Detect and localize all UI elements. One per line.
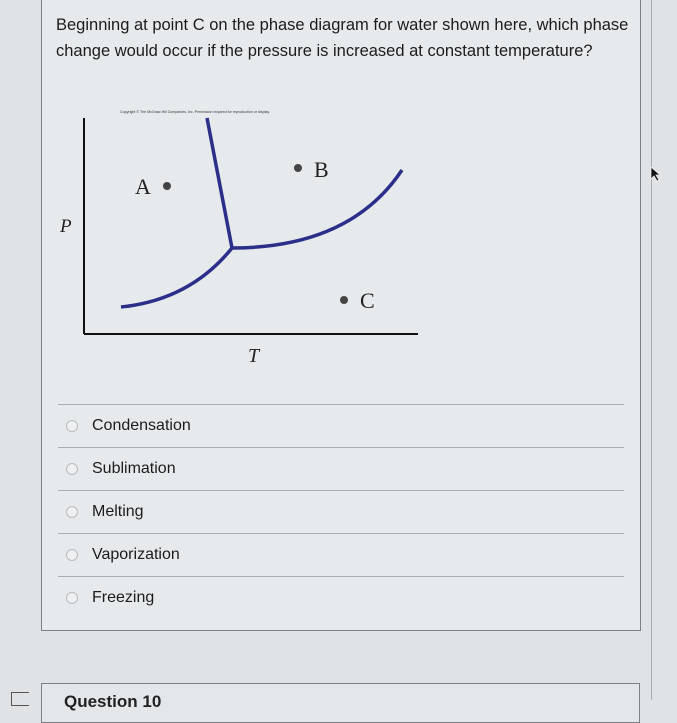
point-c-marker — [340, 296, 348, 304]
point-b-marker — [294, 164, 302, 172]
answer-label: Melting — [92, 503, 144, 520]
answer-label: Condensation — [92, 417, 191, 434]
answer-option-condensation[interactable] — [58, 404, 624, 447]
copyright-notice: Copyright © The McGraw-Hill Companies, Inc. Permission required for reproduction or display. — [120, 110, 270, 114]
window-edge — [651, 0, 652, 700]
answer-label: Sublimation — [92, 460, 176, 477]
radio-button[interactable] — [66, 420, 78, 432]
answer-option-freezing[interactable] — [58, 576, 624, 619]
radio-button[interactable] — [66, 549, 78, 561]
answer-label: Vaporization — [92, 546, 180, 563]
flag-question-icon[interactable] — [11, 692, 29, 706]
mouse-cursor-icon — [650, 166, 662, 182]
y-axis-label: P — [60, 216, 72, 237]
answer-options — [58, 404, 624, 619]
answer-label: Freezing — [92, 589, 155, 606]
solid-gas-boundary — [121, 248, 232, 307]
answer-option-vaporization[interactable] — [58, 533, 624, 576]
point-a-label: A — [135, 174, 151, 199]
x-axis-label: T — [248, 345, 260, 367]
radio-button[interactable] — [66, 592, 78, 604]
solid-liquid-boundary — [207, 118, 232, 248]
radio-button[interactable] — [66, 463, 78, 475]
point-a-marker — [163, 182, 171, 190]
point-c-label: C — [360, 288, 375, 313]
next-question-title: Question 10 — [64, 692, 162, 711]
next-question-card — [41, 683, 640, 723]
radio-button[interactable] — [66, 506, 78, 518]
answer-option-melting[interactable] — [58, 490, 624, 533]
phase-diagram — [60, 100, 440, 380]
point-b-label: B — [314, 157, 329, 182]
answer-option-sublimation[interactable] — [58, 447, 624, 490]
question-text: Beginning at point C on the phase diagram for water shown here, which phase change would occur if the pressure is increased at constant temperature? — [56, 16, 629, 60]
